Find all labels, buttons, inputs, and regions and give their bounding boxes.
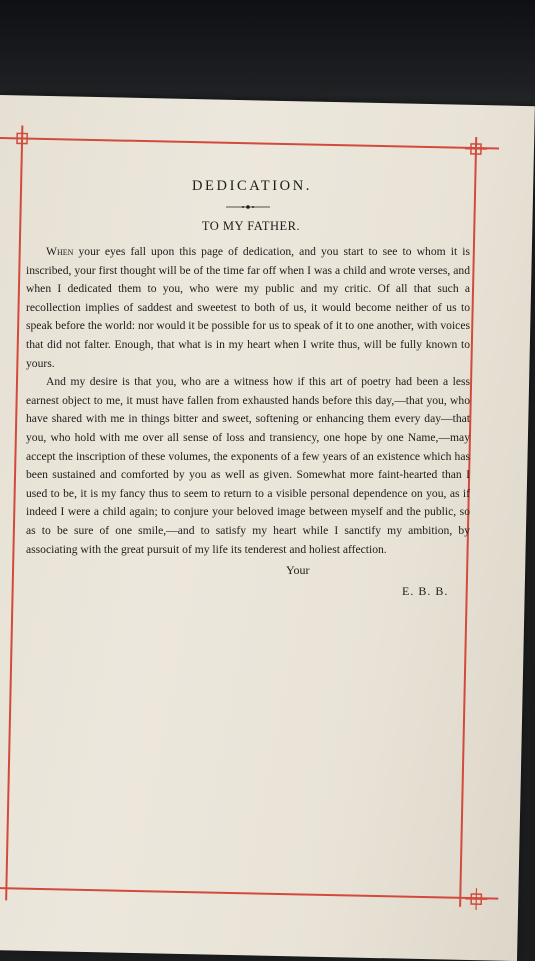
paragraph-1	[26, 243, 470, 373]
page-subtitle: TO MY FATHER.	[32, 219, 470, 234]
corner-ornament-icon	[465, 888, 487, 910]
page-title: DEDICATION.	[34, 178, 470, 195]
red-border-bottom	[0, 887, 498, 900]
corner-ornament-icon	[11, 127, 33, 149]
paragraph-2: And my desire is that you, who are a witness how if this art of poetry had been a less earnest object to me, it must have fallen from exhausted hands before this day,—that you, who have shared with me in things bitter and sweet, softening or enhancing them every day—that you, who hold with me over all sense of loss and transiency, one hope by one Name,—may accept the inscription of these volumes, the exponents of a few years of an existence which has been sustained and comforted by you as well as given. Somewhat more faint-hearted than I used to be, it is my fancy thus to seem to return to a visible personal dependence on you, as if indeed I were a child again; to conjure your beloved image between myself and the public, so as to be sure of one smile,—and to satisfy my heart while I sanctify my ambition, by associating with the great pursuit of my life its tenderest and holiest affection.	[26, 373, 470, 559]
paragraph-1-body: your eyes fall upon this page of dedication, and you start to see to whom it is inscribed, your first thought will be of the time far off when I was a child and wrote verses, and when I dedicated them to you, who were my public and my critic. Of all that such a recollection implies of saddest and sweetest to both of us, it would become neither of us to speak before the world: nor would it be possible for us to speak of it to one another, with voices that did not falter. Enough, that what is in my heart when I write thus, will be fully known to yours.	[26, 245, 470, 370]
closing-word: Your	[286, 563, 470, 578]
divider-ornament-icon	[226, 203, 270, 211]
signature: E. B. B.	[402, 584, 470, 599]
corner-ornament-icon	[465, 138, 487, 160]
dedication-text	[26, 178, 470, 599]
paragraph-lead: When	[46, 245, 73, 258]
red-border-left	[5, 125, 23, 900]
red-border-top	[0, 137, 499, 149]
